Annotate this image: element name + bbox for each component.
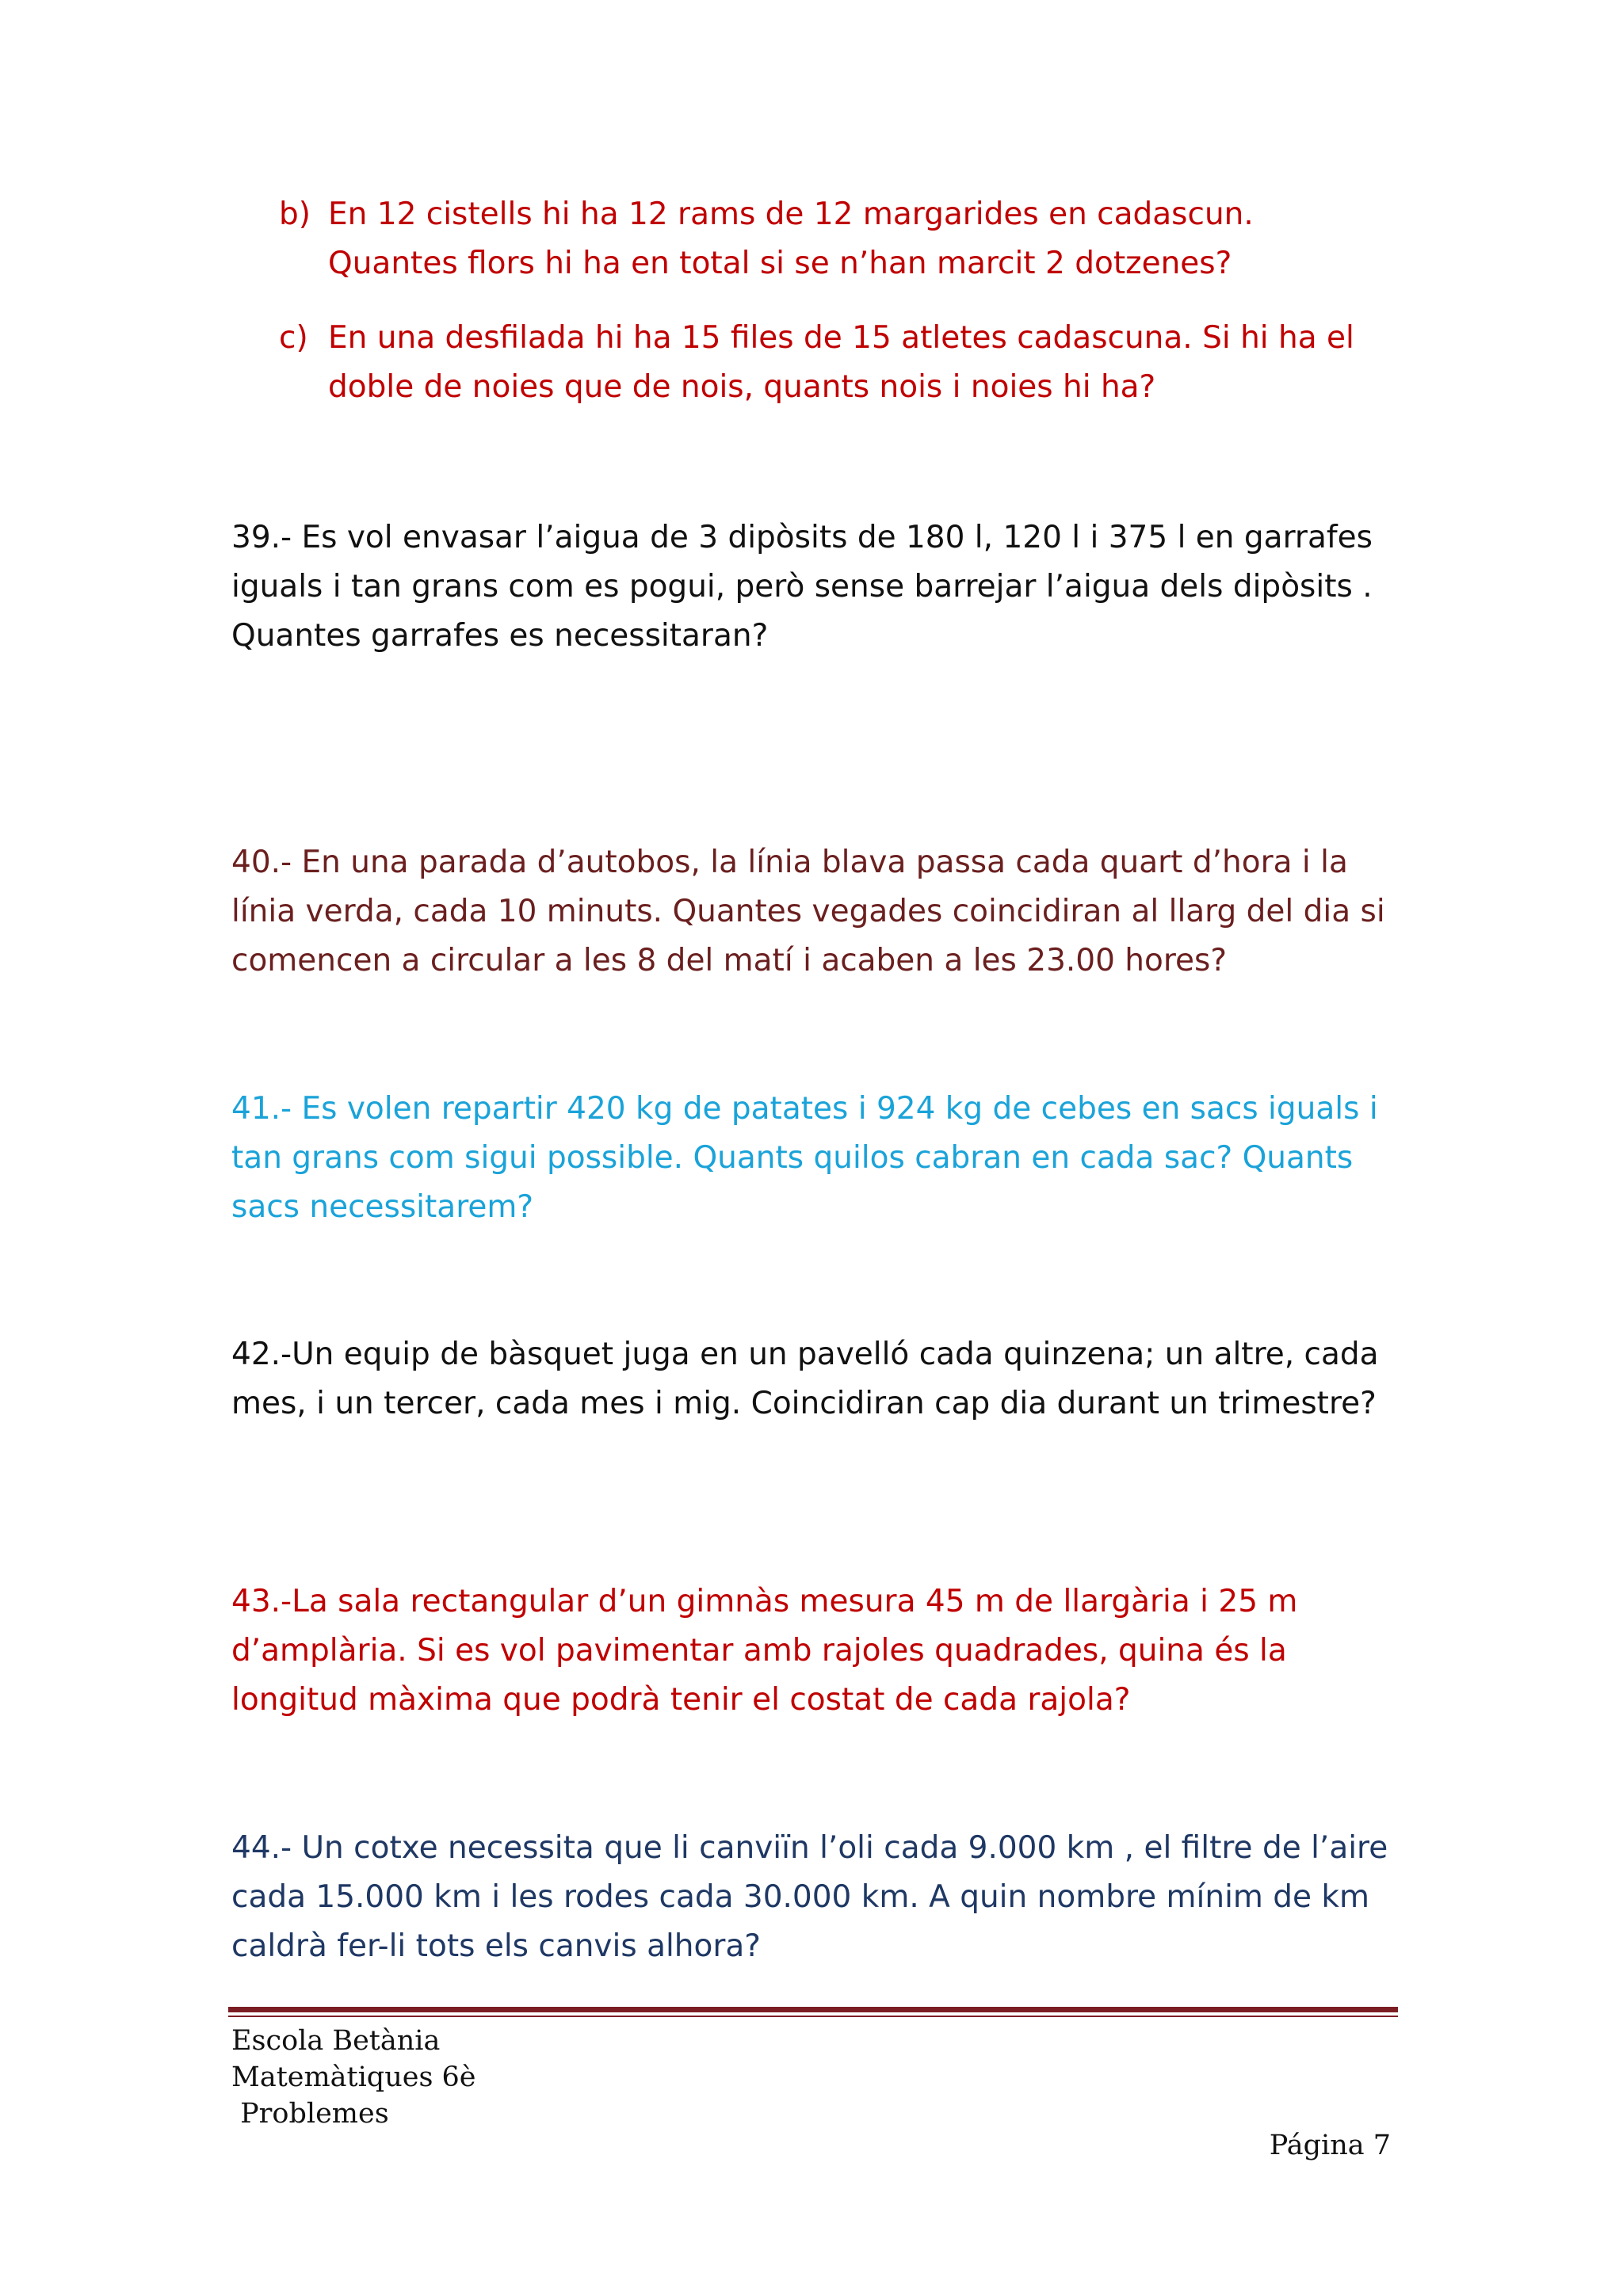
page-number: Página 7 [1269,2130,1391,2161]
item-b [279,190,1388,288]
footer-subject: Matemàtiques 6è [231,2061,476,2093]
problem-41: 41.- Es volen repartir 420 kg de patates i 924 kg de cebes en sacs iguals i tan grans com sigui possible. Quants quilos cabran en cada sac? Quants sacs necessitarem? [231,1091,1378,1225]
item-b-text: En 12 cistells hi ha 12 rams de 12 margarides en cadascun. Quantes flors hi ha en total si se n’han marcit 2 dotzenes? [328,196,1254,281]
item-b-label: b) [279,196,311,232]
footer-rule-thick [228,2007,1398,2012]
footer [231,2023,476,2132]
problem-43: 43.-La sala rectangular d’un gimnàs mesura 45 m de llargària i 25 m d’amplària. Si es vol pavimentar amb rajoles quadrades, quina és la longitud màxima que podrà tenir el costat de cada rajola? [231,1584,1298,1718]
problem-44: 44.- Un cotxe necessita que li canviïn l’oli cada 9.000 km , el filtre de l’aire cada 15.000 km i les rodes cada 30.000 km. A quin nombre mínim de km caldrà fer-li tots els canvis alhora? [231,1830,1388,1964]
footer-school: Escola Betània [231,2025,441,2057]
problem-40: 40.- En una parada d’autobos, la línia blava passa cada quart d’hora i la línia verda, cada 10 minuts. Quantes vegades coincidiran al llarg del dia si comencen a circular a les 8 del matí i acaben a les 23.00 hores? [231,845,1385,978]
footer-rule-thin [228,2016,1398,2017]
item-c-label: c) [279,320,308,356]
item-c-text: En una desfilada hi ha 15 files de 15 atletes cadascuna. Si hi ha el doble de noies que de nois, quants nois i noies hi ha? [328,320,1354,405]
problem-39: 39.- Es vol envasar l’aigua de 3 dipòsits de 180 l, 120 l i 375 l en garrafes iguals i tan grans com es pogui, però sense barrejar l’aigua dels dipòsits . Quantes garrafes es necessitaran? [231,520,1373,654]
problem-42: 42.-Un equip de bàsquet juga en un pavelló cada quinzena; un altre, cada mes, i un tercer, cada mes i mig. Coincidiran cap dia durant un trimestre? [231,1337,1379,1421]
item-c [279,314,1388,412]
footer-section: Problemes [231,2098,389,2130]
